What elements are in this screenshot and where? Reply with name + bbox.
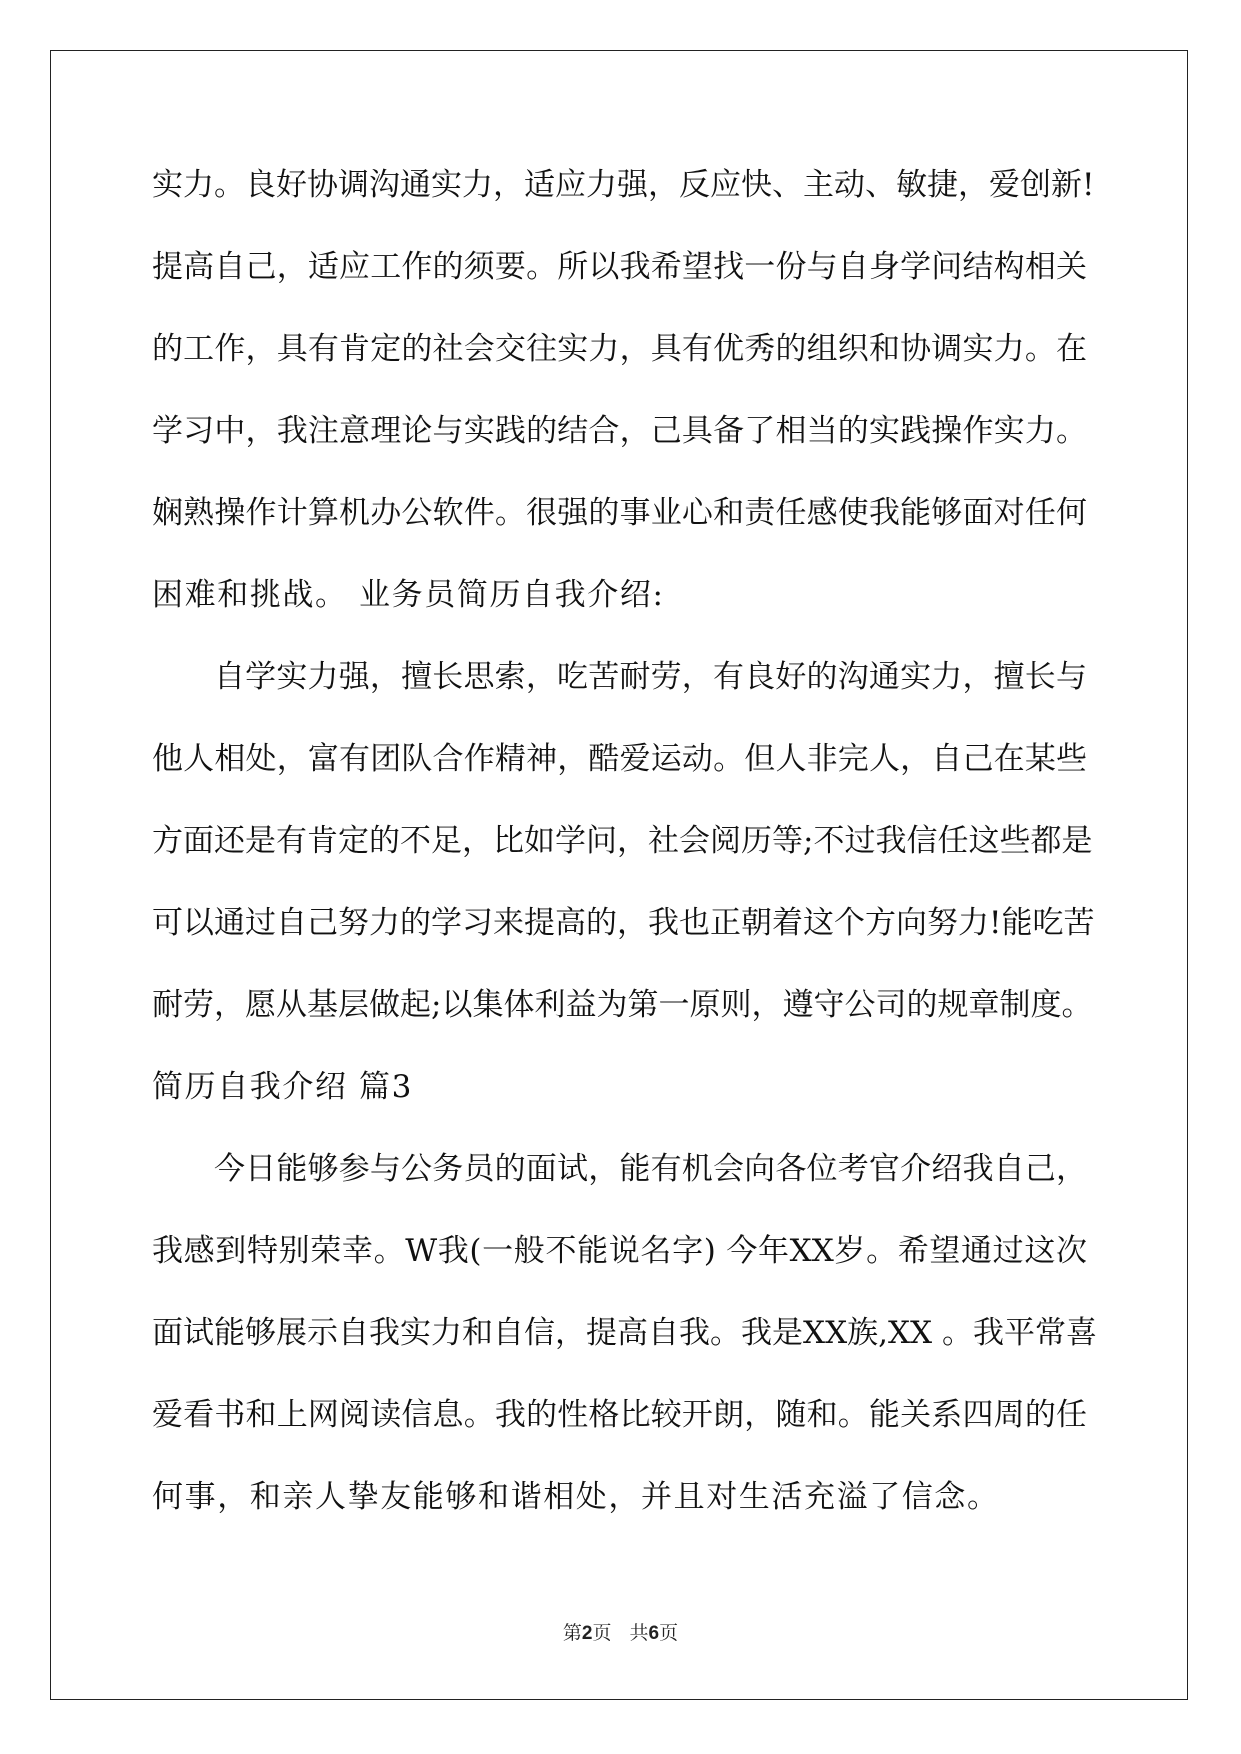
page-total: 6 xyxy=(648,1623,660,1644)
text-line: 可以通过自己努力的学习来提高的，我也正朝着这个方向努力!能吃苦 xyxy=(152,905,1095,941)
text-line: 我感到特别荣幸。W我(一般不能说名字) 今年XX岁。希望通过这次 xyxy=(152,1233,1087,1269)
text-line: 困难和挑战。 业务员简历自我介绍: xyxy=(152,577,665,613)
text-line: 爱看书和上网阅读信息。我的性格比较开朗，随和。能关系四周的任 xyxy=(152,1397,1087,1433)
text-line: 娴熟操作计算机办公软件。很强的事业心和责任感使我能够面对任何 xyxy=(152,495,1087,531)
page-unit: 页 xyxy=(592,1622,612,1644)
page-current: 2 xyxy=(581,1623,593,1644)
text-line: 学习中，我注意理论与实践的结合，己具备了相当的实践操作实力。 xyxy=(152,413,1087,449)
paragraph-first-line: 自学实力强，擅长思索，吃苦耐劳，有良好的沟通实力，擅长与 xyxy=(214,659,1087,695)
document-body xyxy=(152,160,1097,1554)
page-footer xyxy=(0,1618,1241,1645)
text-line: 耐劳，愿从基层做起;以集体利益为第一原则，遵守公司的规章制度。 xyxy=(152,987,1093,1023)
text-line: 方面还是有肯定的不足，比如学问，社会阅历等;不过我信任这些都是 xyxy=(152,823,1093,859)
paragraph-first-line: 今日能够参与公务员的面试，能有机会向各位考官介绍我自己， xyxy=(214,1151,1087,1187)
text-line: 实力。良好协调沟通实力，适应力强，反应快、主动、敏捷，爱创新! xyxy=(152,167,1095,203)
text-line: 提高自己，适应工作的须要。所以我希望找一份与自身学问结构相关 xyxy=(152,249,1087,285)
page-prefix: 第 xyxy=(562,1622,582,1644)
text-line: 的工作，具有肯定的社会交往实力，具有优秀的组织和协调实力。在 xyxy=(152,331,1087,367)
section-heading: 简历自我介绍 篇3 xyxy=(152,1069,413,1105)
text-line: 何事，和亲人挚友能够和谐相处，并且对生活充溢了信念。 xyxy=(152,1479,1000,1515)
total-unit: 页 xyxy=(659,1622,679,1644)
text-line: 他人相处，富有团队合作精神，酷爱运动。但人非完人，自己在某些 xyxy=(152,741,1087,777)
text-line: 面试能够展示自我实力和自信，提高自我。我是XX族,XX 。我平常喜 xyxy=(152,1315,1097,1351)
total-prefix: 共 xyxy=(629,1622,649,1644)
